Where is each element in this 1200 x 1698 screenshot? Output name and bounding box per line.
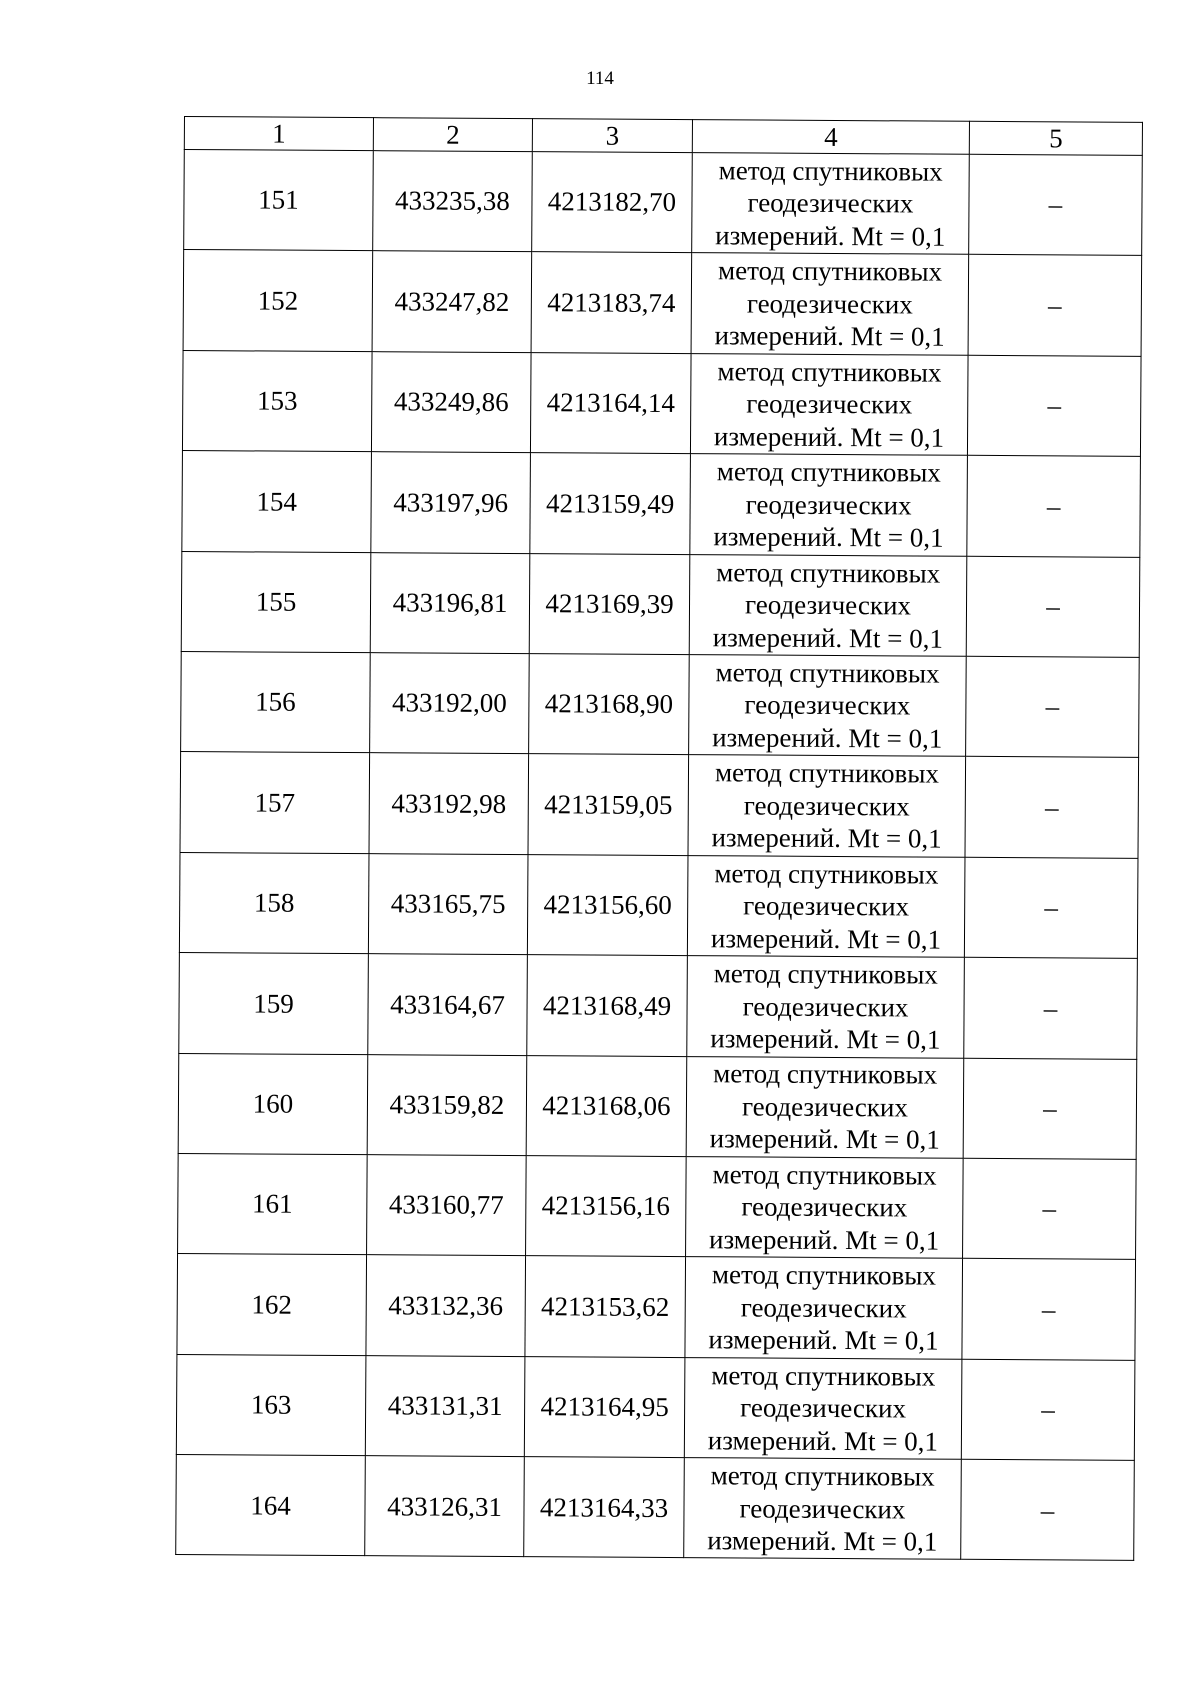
header-col-4: 4	[692, 120, 969, 155]
method-line: метод спутниковых	[714, 857, 939, 890]
method-cell	[689, 655, 967, 757]
point-number-cell: 153	[182, 350, 372, 452]
note-cell: –	[963, 1058, 1137, 1159]
x-coordinate-cell: 433132,36	[366, 1255, 526, 1356]
method-line: метод спутниковых	[717, 355, 942, 388]
table-body	[176, 150, 1143, 1561]
method-cell	[684, 1458, 962, 1560]
page-number: 114	[586, 68, 614, 89]
method-cell	[690, 454, 968, 556]
method-cell	[685, 1257, 963, 1359]
x-coordinate-cell: 433192,98	[369, 753, 529, 854]
table-row	[181, 651, 1140, 757]
method-line: измерений. Mt = 0,1	[711, 822, 942, 854]
method-line: геодезических	[740, 1292, 907, 1324]
method-line: измерений. Mt = 0,1	[710, 922, 942, 955]
method-line: геодезических	[743, 790, 910, 822]
header-col-2: 2	[373, 118, 532, 152]
x-coordinate-cell: 433160,77	[367, 1155, 527, 1256]
y-coordinate-cell: 4213183,74	[531, 252, 692, 353]
x-coordinate-cell: 433249,86	[371, 351, 531, 452]
point-number-cell: 152	[183, 250, 373, 352]
method-cell	[691, 253, 969, 355]
method-line: геодезических	[746, 288, 913, 320]
y-coordinate-cell: 4213159,05	[528, 754, 689, 855]
method-cell	[688, 755, 966, 857]
y-coordinate-cell: 4213156,16	[526, 1156, 687, 1257]
method-line: геодезических	[747, 187, 914, 219]
point-number-cell: 155	[181, 551, 371, 653]
table-row	[182, 350, 1141, 456]
note-cell: –	[964, 857, 1138, 958]
point-number-cell: 156	[181, 651, 371, 753]
table-row	[178, 1153, 1137, 1259]
coordinates-table	[175, 116, 1143, 1561]
table-row	[176, 1354, 1135, 1460]
point-number-cell: 158	[179, 852, 369, 954]
method-cell	[690, 353, 968, 455]
x-coordinate-cell: 433196,81	[370, 552, 530, 653]
note-cell: –	[966, 656, 1140, 757]
method-cell	[692, 153, 970, 255]
method-line: метод спутниковых	[713, 1058, 938, 1091]
header-col-5: 5	[969, 121, 1142, 155]
method-line: измерений. Mt = 0,1	[707, 1525, 938, 1557]
method-line: измерений. Mt = 0,1	[714, 320, 945, 352]
method-line: измерений. Mt = 0,1	[710, 1023, 941, 1055]
method-line: измерений. Mt = 0,1	[708, 1324, 939, 1356]
x-coordinate-cell: 433165,75	[368, 853, 528, 954]
x-coordinate-cell: 433235,38	[373, 151, 533, 252]
y-coordinate-cell: 4213168,49	[527, 955, 688, 1056]
y-coordinate-cell: 4213159,49	[530, 453, 691, 554]
method-cell	[686, 1156, 964, 1258]
table-row	[177, 1254, 1136, 1360]
method-cell	[686, 1056, 964, 1158]
method-line: метод спутниковых	[714, 757, 940, 789]
method-line: метод спутниковых	[718, 155, 943, 187]
table-row	[176, 1455, 1135, 1561]
table-row	[179, 953, 1138, 1059]
note-cell: –	[968, 255, 1142, 356]
x-coordinate-cell: 433164,67	[368, 954, 528, 1055]
table-row	[183, 250, 1142, 356]
method-line: метод спутниковых	[716, 556, 941, 589]
method-line: геодезических	[739, 1492, 906, 1524]
method-line: измерений. Mt = 0,1	[715, 220, 946, 252]
y-coordinate-cell: 4213164,33	[524, 1457, 685, 1558]
x-coordinate-cell: 433126,31	[365, 1456, 525, 1557]
method-line: измерений. Mt = 0,1	[707, 1424, 939, 1457]
note-cell: –	[961, 1459, 1135, 1560]
x-coordinate-cell: 433197,96	[371, 452, 531, 553]
y-coordinate-cell: 4213164,95	[524, 1356, 685, 1457]
point-number-cell: 157	[180, 752, 370, 854]
method-line: геодезических	[746, 388, 913, 420]
y-coordinate-cell: 4213168,90	[529, 654, 690, 755]
method-line: измерений. Mt = 0,1	[712, 621, 943, 654]
x-coordinate-cell: 433131,31	[365, 1355, 525, 1456]
table-row	[180, 752, 1139, 858]
note-cell: –	[964, 957, 1138, 1058]
method-line: метод спутниковых	[711, 1259, 937, 1291]
method-line: метод спутниковых	[711, 1359, 936, 1392]
x-coordinate-cell: 433159,82	[367, 1054, 527, 1155]
point-number-cell: 161	[178, 1153, 368, 1255]
method-line: геодезических	[742, 990, 909, 1023]
x-coordinate-cell: 433247,82	[372, 251, 532, 352]
y-coordinate-cell: 4213168,06	[526, 1055, 687, 1156]
method-line: метод спутниковых	[712, 1159, 937, 1191]
method-line: измерений. Mt = 0,1	[713, 521, 944, 553]
method-cell	[689, 554, 967, 656]
method-line: метод спутниковых	[717, 255, 943, 287]
method-line: метод спутниковых	[716, 456, 941, 488]
method-line: геодезических	[741, 1091, 908, 1123]
x-coordinate-cell: 433192,00	[370, 653, 530, 754]
table-row	[181, 551, 1140, 657]
method-line: измерений. Mt = 0,1	[713, 420, 945, 453]
method-line: геодезических	[740, 1392, 907, 1424]
method-line: геодезических	[744, 589, 912, 621]
point-number-cell: 164	[176, 1455, 366, 1557]
note-cell: –	[962, 1259, 1136, 1360]
y-coordinate-cell: 4213164,14	[530, 352, 691, 453]
note-cell: –	[963, 1158, 1137, 1259]
note-cell: –	[967, 355, 1141, 456]
y-coordinate-cell: 4213169,39	[529, 553, 690, 654]
table-row	[179, 852, 1138, 958]
note-cell: –	[965, 757, 1139, 858]
point-number-cell: 154	[182, 451, 372, 553]
point-number-cell: 163	[176, 1354, 366, 1456]
method-line: геодезических	[741, 1191, 908, 1223]
method-cell	[684, 1357, 962, 1459]
method-line: метод спутниковых	[713, 958, 938, 990]
point-number-cell: 160	[178, 1053, 368, 1155]
header-col-3: 3	[532, 119, 692, 153]
note-cell: –	[967, 455, 1141, 556]
note-cell: –	[961, 1359, 1135, 1460]
point-number-cell: 162	[177, 1254, 367, 1356]
note-cell: –	[969, 154, 1143, 255]
table-row	[178, 1053, 1137, 1159]
point-number-cell: 151	[184, 150, 374, 252]
y-coordinate-cell: 4213153,62	[525, 1256, 686, 1357]
method-cell	[687, 855, 965, 957]
y-coordinate-cell: 4213156,60	[527, 854, 688, 955]
method-line: геодезических	[744, 689, 911, 721]
y-coordinate-cell: 4213182,70	[532, 152, 693, 253]
method-cell	[687, 956, 965, 1058]
table-row	[182, 451, 1141, 557]
point-number-cell: 159	[179, 953, 369, 1055]
header-col-1: 1	[184, 117, 373, 151]
table-row	[184, 150, 1143, 256]
method-line: измерений. Mt = 0,1	[712, 722, 943, 754]
note-cell: –	[966, 556, 1140, 657]
method-line: метод спутниковых	[710, 1460, 935, 1492]
method-line: геодезических	[745, 489, 912, 521]
method-line: метод спутниковых	[715, 657, 940, 689]
method-line: измерений. Mt = 0,1	[708, 1224, 940, 1256]
method-line: геодезических	[743, 890, 910, 922]
method-line: измерений. Mt = 0,1	[709, 1123, 940, 1156]
